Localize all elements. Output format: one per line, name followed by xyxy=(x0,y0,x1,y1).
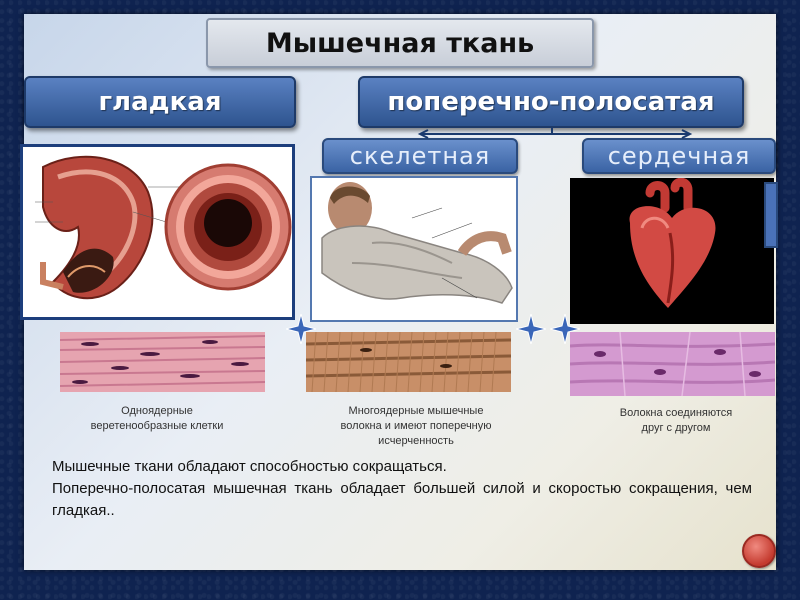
category-skeletal: скелетная xyxy=(322,138,518,174)
body-paragraph: Мышечные ткани обладают способностью сокращаться. xyxy=(52,458,447,475)
heart-panel-tab xyxy=(764,182,778,248)
caption-line: исчерченность xyxy=(378,435,454,447)
caption-line: веретенообразные клетки xyxy=(90,420,224,432)
body-paragraph: Поперечно-полосатая мышечная ткань обладает большей силой и скоростью сокращения, чем гладкая.. xyxy=(52,480,752,519)
nav-circle-button[interactable] xyxy=(742,534,776,568)
smooth-tissue-micrograph xyxy=(60,332,265,392)
caption-line: друг с другом xyxy=(641,422,711,434)
four-point-star-icon xyxy=(550,314,580,344)
caption-line: Многоядерные мышечные xyxy=(348,405,484,417)
caption-smooth xyxy=(62,404,252,434)
category-striated: поперечно-полосатая xyxy=(358,76,744,128)
four-point-star-icon xyxy=(516,314,546,344)
four-point-star-icon xyxy=(286,314,316,344)
caption-line: волокна и имеют поперечную xyxy=(340,420,492,432)
skeletal-tissue-micrograph xyxy=(306,332,511,392)
caption-cardiac xyxy=(596,406,756,436)
stomach-illustration xyxy=(20,144,295,320)
arm-muscle-illustration xyxy=(310,176,518,322)
slide-title: Мышечная ткань xyxy=(206,18,594,68)
caption-line: Волокна соединяются xyxy=(619,407,733,419)
cardiac-tissue-micrograph xyxy=(570,332,775,396)
category-smooth: гладкая xyxy=(24,76,296,128)
body-text xyxy=(52,456,752,522)
heart-illustration xyxy=(570,178,774,324)
caption-skeletal xyxy=(306,404,526,449)
caption-line: Одноядерные xyxy=(121,405,193,417)
category-cardiac: сердечная xyxy=(582,138,776,174)
